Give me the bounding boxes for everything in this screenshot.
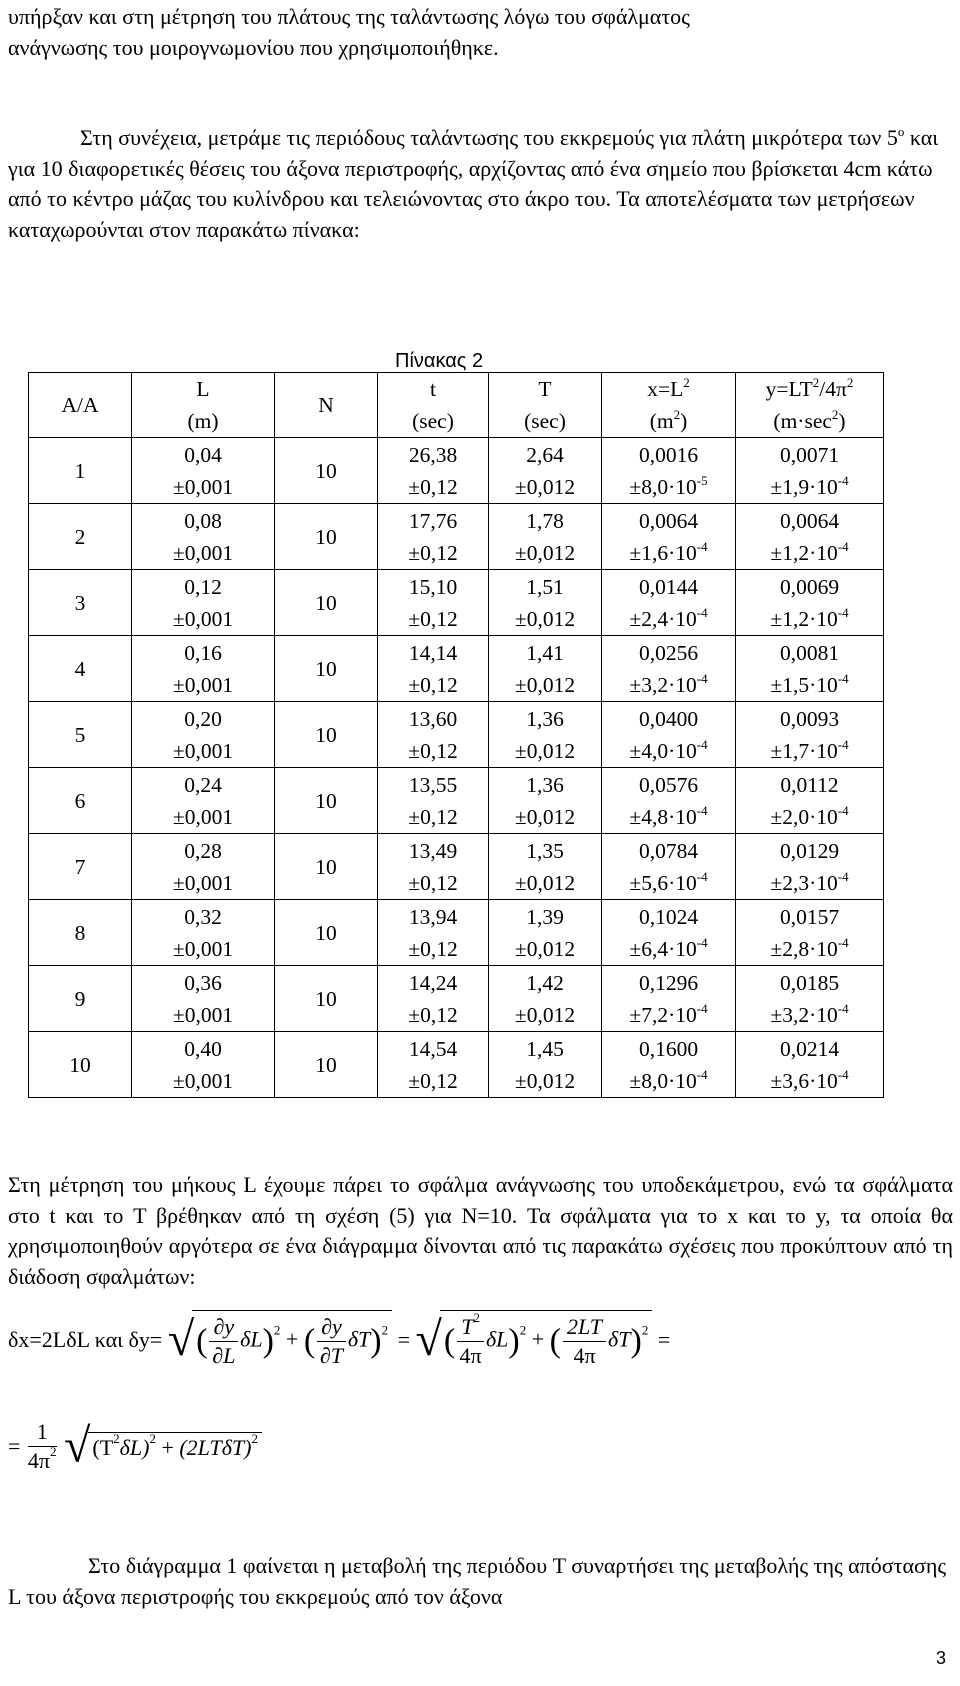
cell-y: 0,0064 $\pm 1,2\cdot 10^{-4}$ [736,504,884,570]
cell-x: 0,1296 $\pm 7,2\cdot 10^{-4}$ [602,966,736,1032]
cell-N: 10 [275,900,378,966]
cell-L: 0,12 ±0,001 [132,570,275,636]
cell-T: 1,35 ±0,012 [489,834,602,900]
table-row [29,1032,884,1098]
page-number: 3 [935,1648,946,1668]
intro-line-1: υπήρξαν και στη μέτρηση του πλάτους της ταλάντωσης λόγω του σφάλματος [8,4,690,29]
cell-y: 0,0185 $\pm 3,2\cdot 10^{-4}$ [736,966,884,1032]
header-L: L (m) [132,373,275,438]
cell-y: 0,0214 $\pm 3,6\cdot 10^{-4}$ [736,1032,884,1098]
cell-L: 0,32 ±0,001 [132,900,275,966]
formula-radicand-3: $(T^2\delta L)^2 + (2LT\delta T)^2$ [88,1432,262,1461]
cell-N: 10 [275,702,378,768]
cell-N: 10 [275,570,378,636]
formula-radicand: ( $\frac{\partial y}{\partial L}$ δL)$^2$ + ( $\frac{\partial y}{\partial T}$ δT)$^2$ [192,1310,392,1370]
cell-t: 13,55 ±0,12 [378,768,489,834]
cell-L: 0,24 ±0,001 [132,768,275,834]
cell-x: 0,0064 $\pm 1,6\cdot 10^{-4}$ [602,504,736,570]
cell-x: 0,0016 $\pm 8,0\cdot 10^{-5}$ [602,438,736,504]
cell-T: 1,78 ±0,012 [489,504,602,570]
header-N: N [275,373,378,438]
cell-t: 14,24 ±0,12 [378,966,489,1032]
cell-L: 0,36 ±0,001 [132,966,275,1032]
cell-t: 14,54 ±0,12 [378,1032,489,1098]
cell-T: 1,39 ±0,012 [489,900,602,966]
intro-line-2: ανάγνωσης του μοιρογνωμονίου που χρησιμοποιήθηκε. [8,34,499,60]
cell-L: 0,40 ±0,001 [132,1032,275,1098]
cell-aa: 1 [29,438,132,504]
error-formula-1: δx=2LδL και δy= √( $\frac{\partial y}{\partial L}$ δL)$^2$ + ( $\frac{\partial y}{\partial T}$ δT)$^2$ = √( $\frac{T^2}{4\pi}$ δL)$^2$ + ( $\frac{2LT}{4\pi}$ δT)$^2$ = [8,1310,671,1368]
cell-x: 0,0784 $\pm 5,6\cdot 10^{-4}$ [602,834,736,900]
cell-t: 14,14 ±0,12 [378,636,489,702]
header-aa: Α/Α [29,373,132,438]
cell-aa: 6 [29,768,132,834]
cell-y: 0,0071 $\pm 1,9\cdot 10^{-4}$ [736,438,884,504]
cell-T: 2,64 ±0,012 [489,438,602,504]
error-formula-2: = $\frac{1}{4\pi^2}$ $√(T^2\delta L)^2 + (2LT\delta T)^2$ [8,1418,262,1475]
cell-t: 26,38 ±0,12 [378,438,489,504]
cell-y: 0,0093 $\pm 1,7\cdot 10^{-4}$ [736,702,884,768]
method-text-b: και για 10 διαφορετικές θέσεις του άξονα περιστροφής, αρχίζοντας από ένα σημείο που βρίσκεται 4cm κάτω από το κέντρο μάζας του κυλίνδρου και τελειώνοντας στο άκρο του. Τα αποτελέσματα των μετρήσεων καταχωρούνται στον παρακάτω πίνακα: [8,125,939,242]
cell-L: 0,28 ±0,001 [132,834,275,900]
cell-aa: 9 [29,966,132,1032]
table-row [29,966,884,1032]
cell-x: 0,1024 $\pm 6,4\cdot 10^{-4}$ [602,900,736,966]
cell-y: 0,0112 $\pm 2,0\cdot 10^{-4}$ [736,768,884,834]
cell-aa: 2 [29,504,132,570]
cell-x: 0,1600 $\pm 8,0\cdot 10^{-4}$ [602,1032,736,1098]
cell-T: 1,42 ±0,012 [489,966,602,1032]
cell-t: 13,49 ±0,12 [378,834,489,900]
cell-y: 0,0129 $\pm 2,3\cdot 10^{-4}$ [736,834,884,900]
cell-x: 0,0576 $\pm 4,8\cdot 10^{-4}$ [602,768,736,834]
cell-L: 0,08 ±0,001 [132,504,275,570]
cell-aa: 8 [29,900,132,966]
cell-t: 17,76 ±0,12 [378,504,489,570]
cell-N: 10 [275,966,378,1032]
table-row [29,768,884,834]
cell-N: 10 [275,438,378,504]
cell-aa: 10 [29,1032,132,1098]
cell-aa: 7 [29,834,132,900]
table-caption: Πίνακας 2 [395,350,484,372]
cell-N: 10 [275,1032,378,1098]
cell-y: 0,0157 $\pm 2,8\cdot 10^{-4}$ [736,900,884,966]
table-row [29,834,884,900]
table-row [29,900,884,966]
intro-paragraph [8,2,953,63]
cell-aa: 5 [29,702,132,768]
cell-x: 0,0144 $\pm 2,4\cdot 10^{-4}$ [602,570,736,636]
cell-aa: 3 [29,570,132,636]
cell-N: 10 [275,834,378,900]
method-paragraph [8,123,953,245]
errors-paragraph: Στη μέτρηση του μήκους L έχουμε πάρει το σφάλμα ανάγνωσης του υποδεκάμετρου, ενώ τα σφάλματα στο t και το T βρέθηκαν από τη σχέση (5) για N=10. Τα σφάλματα για το x και το y, τα οποία θα χρησιμοποιηθούν αργότερα σε ένα διάγραμμα δίνονται από τις παρακάτω σχέσεις που προκύπτουν από τη διάδοση σφαλμάτων: [8,1172,953,1289]
cell-T: 1,51 ±0,012 [489,570,602,636]
cell-t: 13,94 ±0,12 [378,900,489,966]
cell-x: 0,0256 $\pm 3,2\cdot 10^{-4}$ [602,636,736,702]
table-row [29,570,884,636]
degree-sup: ο [897,124,905,139]
table-row [29,504,884,570]
cell-N: 10 [275,768,378,834]
cell-y: 0,0081 $\pm 1,5\cdot 10^{-4}$ [736,636,884,702]
table-row [29,636,884,702]
cell-N: 10 [275,504,378,570]
cell-t: 15,10 ±0,12 [378,570,489,636]
table-row [29,702,884,768]
table-row [29,438,884,504]
diagram-paragraph: Στο διάγραμμα 1 φαίνεται η μεταβολή της περιόδου T συναρτήσει της μεταβολής της απόστασης L του άξονα περιστροφής του εκκρεμούς από τον άξονα [8,1553,947,1609]
cell-L: 0,16 ±0,001 [132,636,275,702]
formula-label: δx=2LδL και δy= [8,1327,163,1352]
cell-T: 1,41 ±0,012 [489,636,602,702]
sqrt-icon: √ [167,1313,195,1366]
formula-radicand-2: ( $\frac{T^2}{4\pi}$ δL)$^2$ + ( $\frac{2LT}{4\pi}$ δT)$^2$ [440,1310,652,1370]
header-T: T (sec) [489,373,602,438]
header-t: t (sec) [378,373,489,438]
cell-N: 10 [275,636,378,702]
cell-aa: 4 [29,636,132,702]
cell-y: 0,0069 $\pm 1,2\cdot 10^{-4}$ [736,570,884,636]
header-x: $x=L^2$ $(m^2)$ [602,373,736,438]
cell-L: 0,20 ±0,001 [132,702,275,768]
cell-T: 1,36 ±0,012 [489,768,602,834]
measurements-table [28,372,884,1098]
cell-T: 1,36 ±0,012 [489,702,602,768]
table-header-row [29,373,884,438]
cell-x: 0,0400 $\pm 4,0\cdot 10^{-4}$ [602,702,736,768]
header-y: $y=LT^2/4\pi^2$ $(m\cdot\sec^2)$ [736,373,884,438]
method-text-a: Στη συνέχεια, μετράμε τις περιόδους ταλάντωσης του εκκρεμούς για πλάτη μικρότερα των 5 [80,125,898,150]
cell-L: 0,04 ±0,001 [132,438,275,504]
cell-t: 13,60 ±0,12 [378,702,489,768]
cell-T: 1,45 ±0,012 [489,1032,602,1098]
